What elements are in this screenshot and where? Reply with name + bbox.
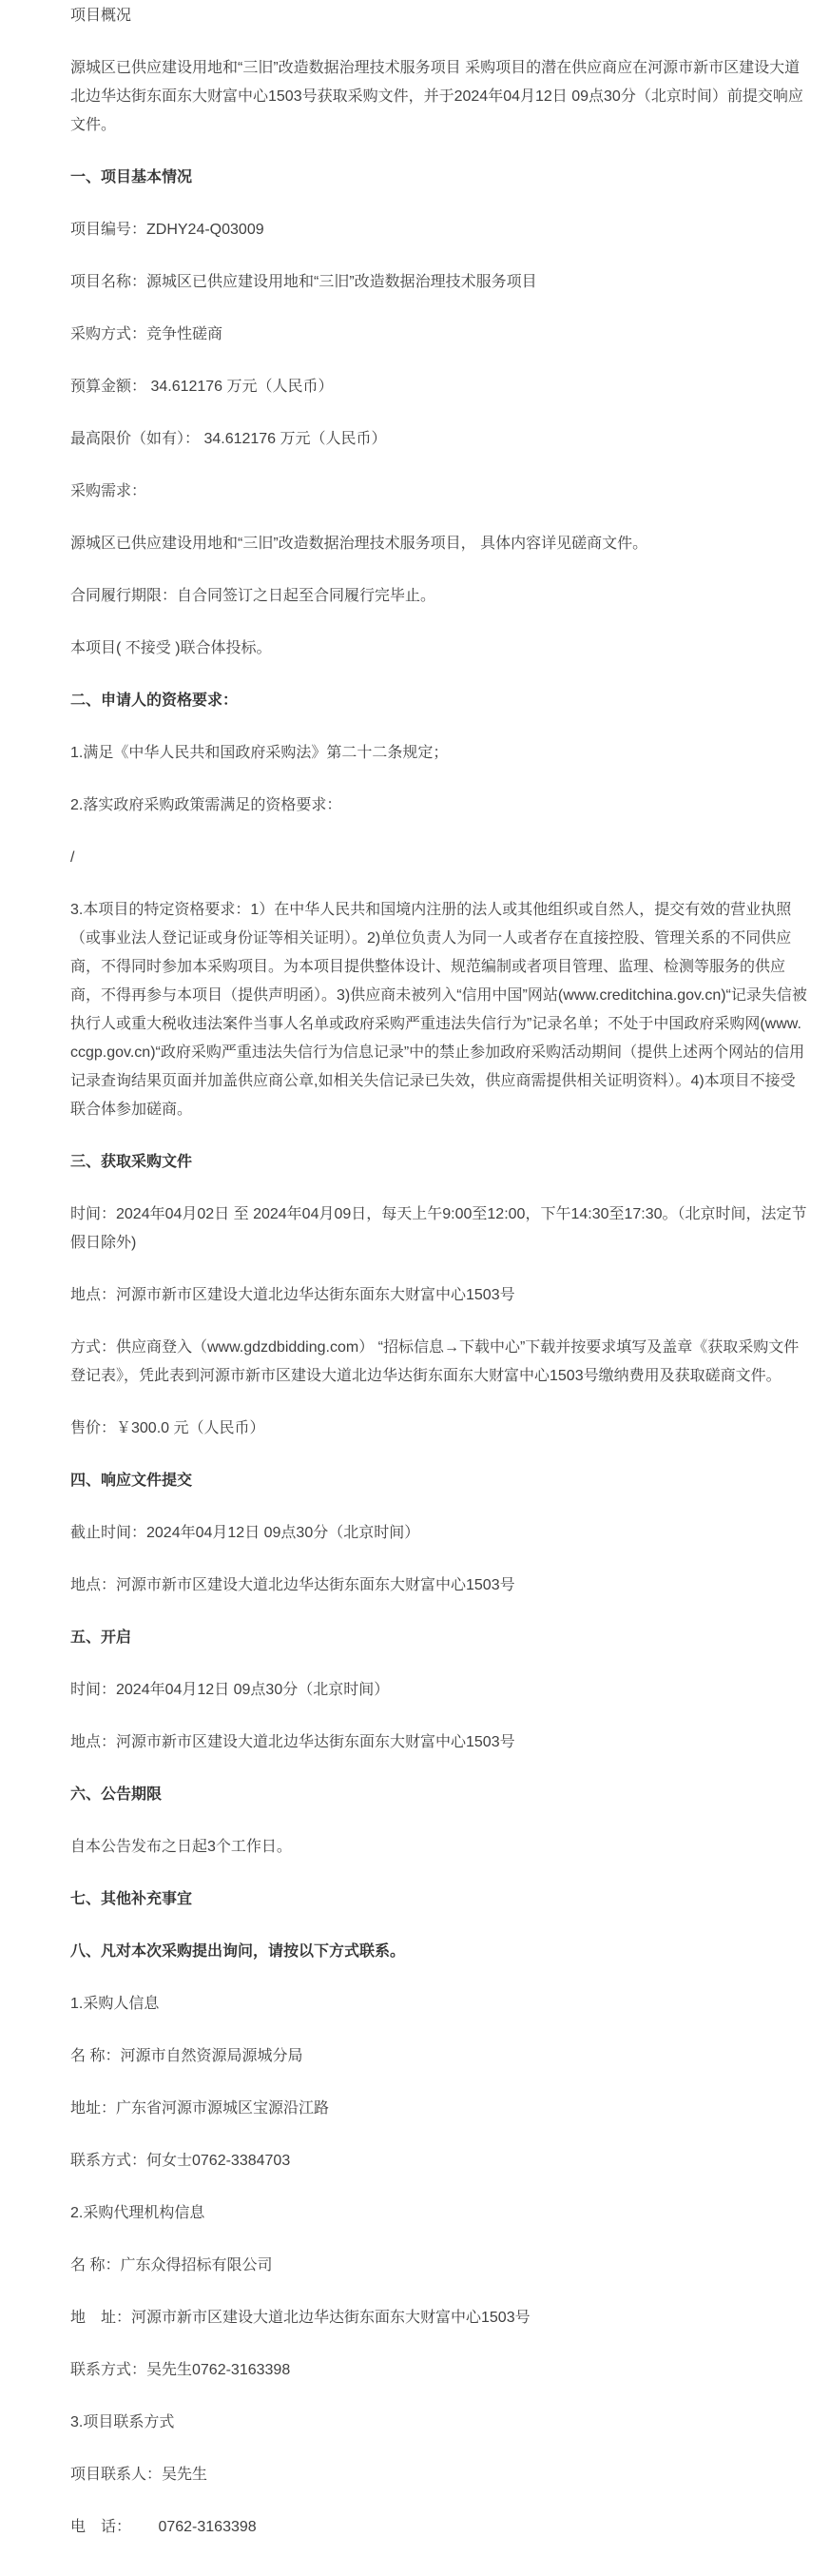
paragraph: 名 称：广东众得招标有限公司 (70, 2257, 273, 2274)
paragraph: 合同履行期限：自合同签订之日起至合同履行完毕止。 (70, 588, 436, 604)
paragraph: 本项目( 不接受 )联合体投标。 (70, 640, 272, 656)
paragraph: 最高限价（如有）： 34.612176 万元（人民币） (70, 431, 387, 447)
section-heading: 二、申请人的资格要求： (70, 693, 239, 709)
paragraph: 采购需求： (70, 483, 147, 499)
paragraph: 1.采购人信息 (70, 1996, 160, 2012)
paragraph: 地点：河源市新市区建设大道北边华达街东面东大财富中心1503号 (70, 1287, 515, 1303)
paragraph: 自本公告发布之日起3个工作日。 (70, 1839, 292, 1855)
paragraph: 项目名称：源城区已供应建设用地和“三旧”改造数据治理技术服务项目 (70, 274, 537, 290)
paragraph: 截止时间：2024年04月12日 09点30分（北京时间） (70, 1525, 420, 1541)
paragraph: 项目联系人：吴先生 (70, 2467, 208, 2483)
section-heading: 六、公告期限 (70, 1786, 163, 1803)
paragraph: 地址：广东省河源市源城区宝源沿江路 (70, 2100, 330, 2117)
paragraph: / (70, 849, 75, 866)
paragraph: 采购方式：竞争性磋商 (70, 326, 223, 342)
paragraph: 名 称：河源市自然资源局源城分局 (70, 2048, 303, 2064)
section-heading: 三、获取采购文件 (70, 1154, 193, 1170)
paragraph: 3.项目联系方式 (70, 2414, 175, 2430)
paragraph: 地点：河源市新市区建设大道北边华达街东面东大财富中心1503号 (70, 1577, 515, 1593)
paragraph: 3.本项目的特定资格要求：1）在中华人民共和国境内注册的法人或其他组织或自然人，提交有效的营业执照（或事业法人登记证或身份证等相关证明）。2)单位负责人为同一人或者存在直接控股、管理关系的不同供应商，不得同时参加本采购项目。为本项目提供整体设计、规范编制或者项目管理、监理、检测等服务的供应商，不得再参与本项目（提供声明函）。3)供应商未被列入“信用中国”网站(www.creditchina.gov.cn)“记录失信被执行人或重大税收违法案件当事人名单或政府采购严重违法失信行为”记录名单；不处于中国政府采购网(www.ccgp.gov.cn)“政府采购严重违法失信行为信息记录”中的禁止参加政府采购活动期间（提供上述两个网站的信用记录查询结果页面并加盖供应商公章,如相关失信记录已失效，供应商需提供相关证明资料）。4)本项目不接受联合体参加磋商。 (70, 902, 807, 1118)
section-heading: 四、响应文件提交 (70, 1473, 193, 1489)
section-heading: 八、凡对本次采购提出询问，请按以下方式联系。 (70, 1943, 406, 1960)
paragraph: 源城区已供应建设用地和“三旧”改造数据治理技术服务项目， 具体内容详见磋商文件。 (70, 536, 648, 552)
paragraph: 地 址：河源市新市区建设大道北边华达街东面东大财富中心1503号 (70, 2310, 531, 2326)
paragraph: 时间：2024年04月02日 至 2024年04月09日，每天上午9:00至12:00，下午14:30至17:30。（北京时间，法定节假日除外) (70, 1206, 807, 1251)
paragraph: 1.满足《中华人民共和国政府采购法》第二十二条规定； (70, 745, 449, 761)
paragraph: 源城区已供应建设用地和“三旧”改造数据治理技术服务项目 采购项目的潜在供应商应在河源市新市区建设大道北边华达街东面东大财富中心1503号获取采购文件，并于2024年04月12日 09点30分（北京时间）前提交响应文件。 (70, 60, 803, 133)
paragraph: 预算金额： 34.612176 万元（人民币） (70, 379, 334, 395)
section-heading: 五、开启 (70, 1630, 132, 1646)
paragraph: 时间：2024年04月12日 09点30分（北京时间） (70, 1682, 390, 1698)
paragraph: 项目编号：ZDHY24-Q03009 (70, 222, 264, 238)
section-heading: 一、项目基本情况 (70, 169, 193, 185)
paragraph: 联系方式：何女士0762-3384703 (70, 2153, 291, 2169)
paragraph: 2.采购代理机构信息 (70, 2205, 205, 2221)
paragraph: 售价：￥300.0 元（人民币） (70, 1420, 265, 1436)
paragraph: 项目概况 (70, 8, 132, 24)
paragraph: 地点：河源市新市区建设大道北边华达街东面东大财富中心1503号 (70, 1734, 515, 1750)
paragraph: 2.落实政府采购政策需满足的资格要求： (70, 797, 342, 813)
section-heading: 七、其他补充事宜 (70, 1891, 193, 1907)
paragraph: 方式：供应商登入（www.gdzdbidding.com） “招标信息→下载中心”下载并按要求填写及盖章《获取采购文件登记表》，凭此表到河源市新市区建设大道北边华达街东面东大财富中心1503号缴纳费用及获取磋商文件。 (70, 1339, 800, 1384)
paragraph: 联系方式：吴先生0762-3163398 (70, 2362, 291, 2378)
paragraph: 电 话： 0762-3163398 (70, 2519, 257, 2535)
